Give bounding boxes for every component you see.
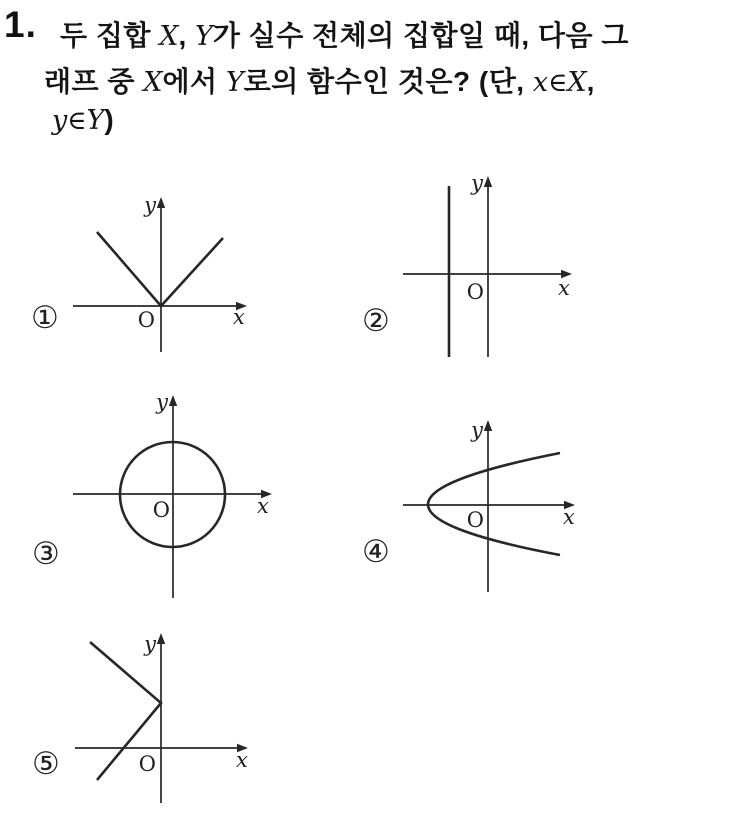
question-line-1 [60,14,629,54]
y-axis-label: y [144,193,156,217]
question-text: ) [104,104,115,135]
element-of-symbol: ∈ [67,106,87,136]
origin-label: O [466,280,484,304]
math-var-Y: Y [225,67,244,98]
y-axis-arrow-icon [484,420,492,431]
x-axis-label: x [558,276,570,300]
figure-5-graph [36,628,262,810]
math-var-x: x [532,67,549,98]
math-var-y: y [52,105,68,136]
question-text: , [178,20,195,51]
origin-label: O [152,498,170,522]
option-5-number: ⑤ [32,746,60,782]
figure-1-graph [36,193,270,362]
question-text: 가 실수 전체의 집합일 때, 다음 그 [212,20,629,51]
figure-4-curve-sideways-parabola [428,453,560,555]
figure-5-axes [75,633,248,803]
y-axis-arrow-icon [157,197,165,208]
x-axis-label: x [563,505,575,529]
x-axis-label: x [236,748,248,772]
question-number: 1. [4,4,37,45]
math-var-X: X [567,67,587,98]
figure-2-graph [365,168,580,362]
question-text: 두 집합 [60,20,160,51]
figure-4-graph [365,413,590,600]
math-var-X: X [159,21,179,52]
option-4-number: ④ [362,534,390,570]
question-text: 로의 함수인 것은? (단, [243,66,533,97]
math-var-Y: Y [195,21,213,52]
question-line-2 [44,60,595,100]
y-axis-label: y [471,171,483,195]
x-axis-label: x [257,494,269,518]
math-var-X: X [143,67,163,98]
y-axis-arrow-icon [484,176,492,187]
y-axis-arrow-icon [157,633,165,644]
math-var-Y: Y [86,105,105,136]
origin-label: O [138,752,156,776]
element-of-symbol: ∈ [548,68,568,98]
x-axis-label: x [233,305,245,329]
y-axis-arrow-icon [169,395,177,406]
figure-1-curve-v-shape [97,232,223,306]
y-axis-label: y [471,418,483,442]
question-text: 에서 [162,66,226,97]
figure-1-axes [73,197,247,352]
question-line-3 [52,104,114,136]
y-axis-label: y [156,390,168,414]
option-2-number: ② [362,303,390,339]
option-3-number: ③ [32,536,60,572]
figure-2-axes [403,176,572,357]
question-text: 래프 중 [44,66,144,97]
figure-3-axes [73,395,272,598]
origin-label: O [466,508,484,532]
question-text: , [586,66,595,97]
y-axis-label: y [144,632,156,656]
option-1-number: ① [31,300,59,336]
figure-3-graph [36,390,282,602]
origin-label: O [137,308,155,332]
